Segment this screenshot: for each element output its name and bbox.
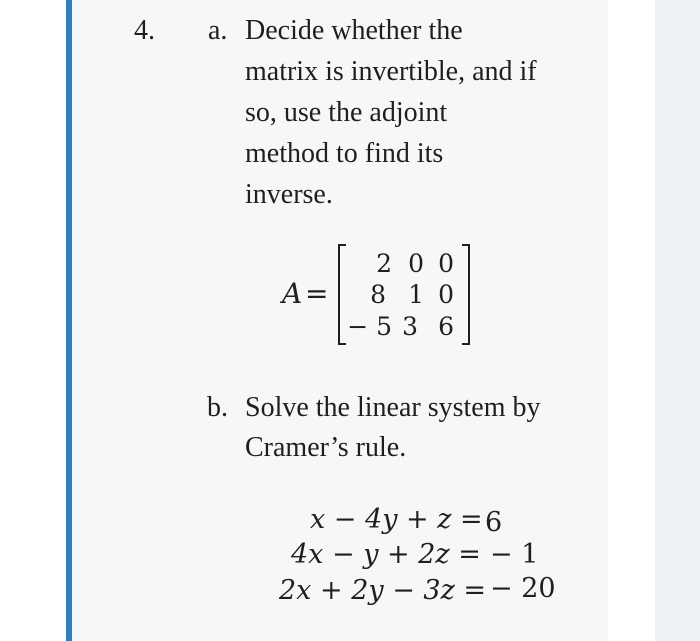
matrix-cell: 6 (438, 312, 454, 341)
part-b-label: b. (207, 392, 228, 423)
matrix-A (338, 244, 470, 345)
matrix-equals-sign: = (305, 277, 329, 310)
part-a-line: inverse. (245, 179, 333, 210)
equation-lhs: x − 4y + z = (310, 504, 483, 535)
part-b-line: Solve the linear system by (245, 392, 541, 423)
equation-rhs: − 1 (490, 539, 539, 570)
matrix-cell: 2 (376, 249, 392, 278)
right-side-panel (655, 0, 700, 641)
right-margin (608, 0, 655, 641)
part-a-line: matrix is invertible, and if (245, 56, 537, 87)
matrix-cell: − 5 (347, 312, 392, 341)
problem-number: 4. (134, 15, 155, 46)
matrix-cell: 0 (438, 280, 454, 309)
left-gutter (0, 0, 66, 641)
part-a-line: method to find its (245, 138, 444, 169)
matrix-right-bracket (462, 244, 470, 345)
equation-rhs: 6 (485, 507, 503, 538)
equation-lhs: 2x + 2y − 3z = (279, 575, 487, 606)
part-a-line: so, use the adjoint (245, 97, 448, 128)
part-a-label: a. (208, 15, 228, 46)
part-b-line: Cramer’s rule. (245, 432, 407, 463)
matrix-cell: 3 (402, 312, 418, 341)
matrix-cell: 0 (438, 249, 454, 278)
part-a-line: Decide whether the (245, 15, 463, 46)
matrix-cell: 0 (408, 249, 424, 278)
matrix-cell: 8 (370, 280, 386, 309)
equation-lhs: 4x − y + 2z = (291, 539, 481, 570)
matrix-name: A (282, 277, 303, 310)
equation-rhs: − 20 (490, 573, 556, 604)
matrix-cell: 1 (408, 280, 424, 309)
